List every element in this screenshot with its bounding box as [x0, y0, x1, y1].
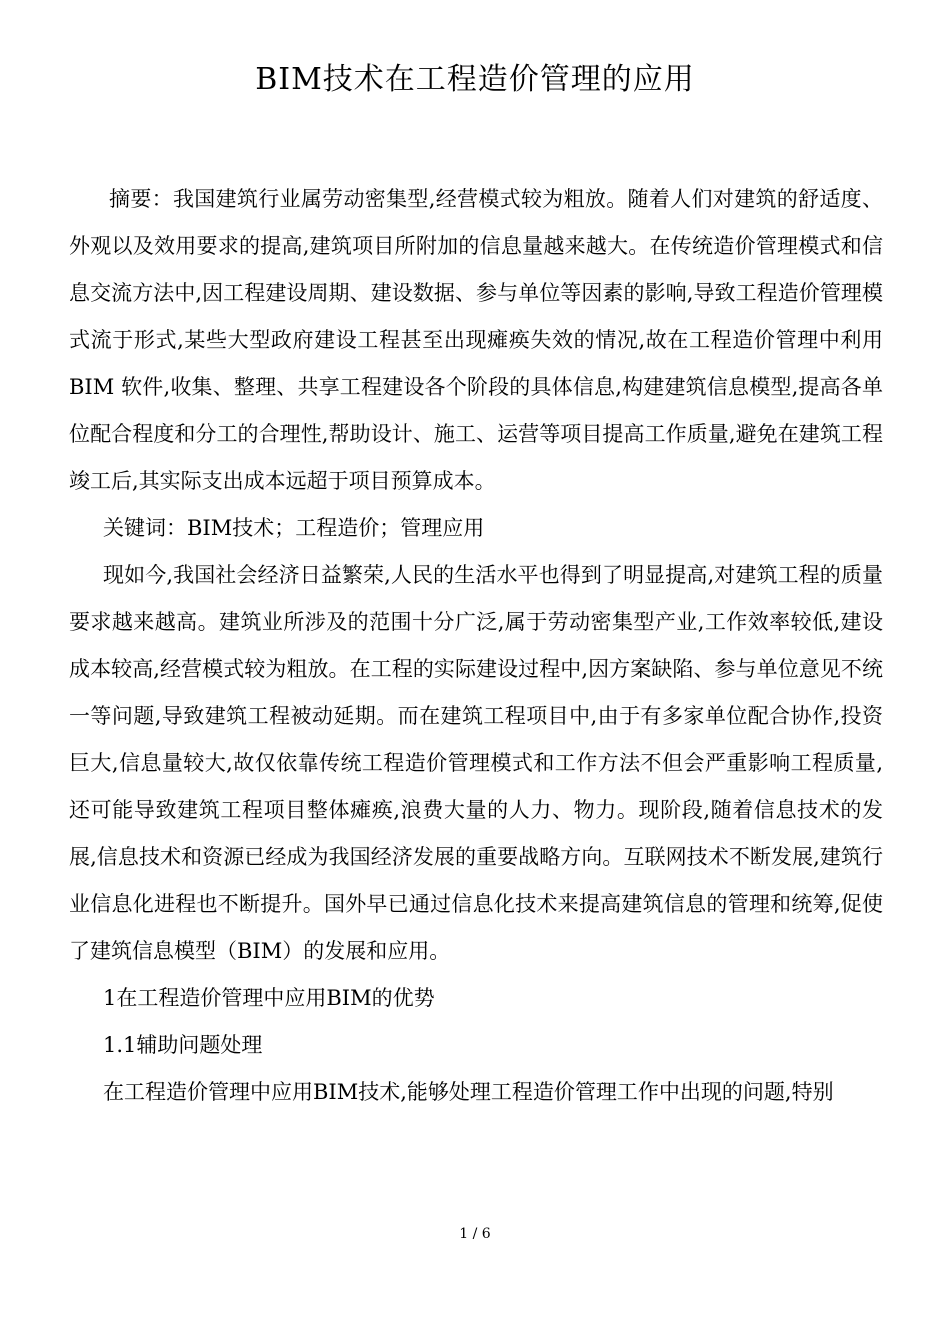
section-heading: 1在工程造价管理中应用BIM的优势: [103, 986, 435, 1010]
abstract-paragraph: 摘要：我国建筑行业属劳动密集型,经营模式较为粗放。随着人们对建筑的舒适度、外观以及效用要求的提高,建筑项目所附加的信息量越来越大。在传统造价管理模式和信息交流方法中,因工程建设周期、建设数据、参与单位等因素的影响,导致工程造价管理模式流于形式,某些大型政府建设工程甚至出现瘫痪失效的情况,故在工程造价管理中利用 BIM 软件,收集、整理、共享工程建设各个阶段的具体信息,构建建筑信息模型,提高各单位配合程度和分工的合理性,帮助设计、施工、运营等项目提高工作质量,避免在建筑工程竣工后,其实际支出成本远超于项目预算成本。: [69, 187, 883, 493]
subsection-heading: 1.1辅助问题处理: [103, 1033, 263, 1057]
keywords-paragraph: 关键词：BIM技术；工程造价；管理应用: [103, 516, 485, 540]
body-paragraph: 在工程造价管理中应用BIM技术,能够处理工程造价管理工作中出现的问题,特别: [103, 1080, 834, 1104]
page-number: 1 / 6: [459, 1226, 491, 1242]
intro-paragraph: 现如今,我国社会经济日益繁荣,人民的生活水平也得到了明显提高,对建筑工程的质量要求越来越高。建筑业所涉及的范围十分广泛,属于劳动密集型产业,工作效率较低,建设成本较高,经营模式较为粗放。在工程的实际建设过程中,因方案缺陷、参与单位意见不统一等问题,导致建筑工程被动延期。而在建筑工程项目中,由于有多家单位配合协作,投资巨大,信息量较大,故仅依靠传统工程造价管理模式和工作方法不但会严重影响工程质量,还可能导致建筑工程项目整体瘫痪,浪费大量的人力、物力。现阶段,随着信息技术的发展,信息技术和资源已经成为我国经济发展的重要战略方向。互联网技术不断发展,建筑行业信息化进程也不断提升。国外早已通过信息化技术来提高建筑信息的管理和统筹,促使了建筑信息模型（BIM）的发展和应用。: [69, 563, 883, 963]
document-body: [69, 176, 883, 1116]
document-title: BIM技术在工程造价管理的应用: [255, 62, 695, 97]
